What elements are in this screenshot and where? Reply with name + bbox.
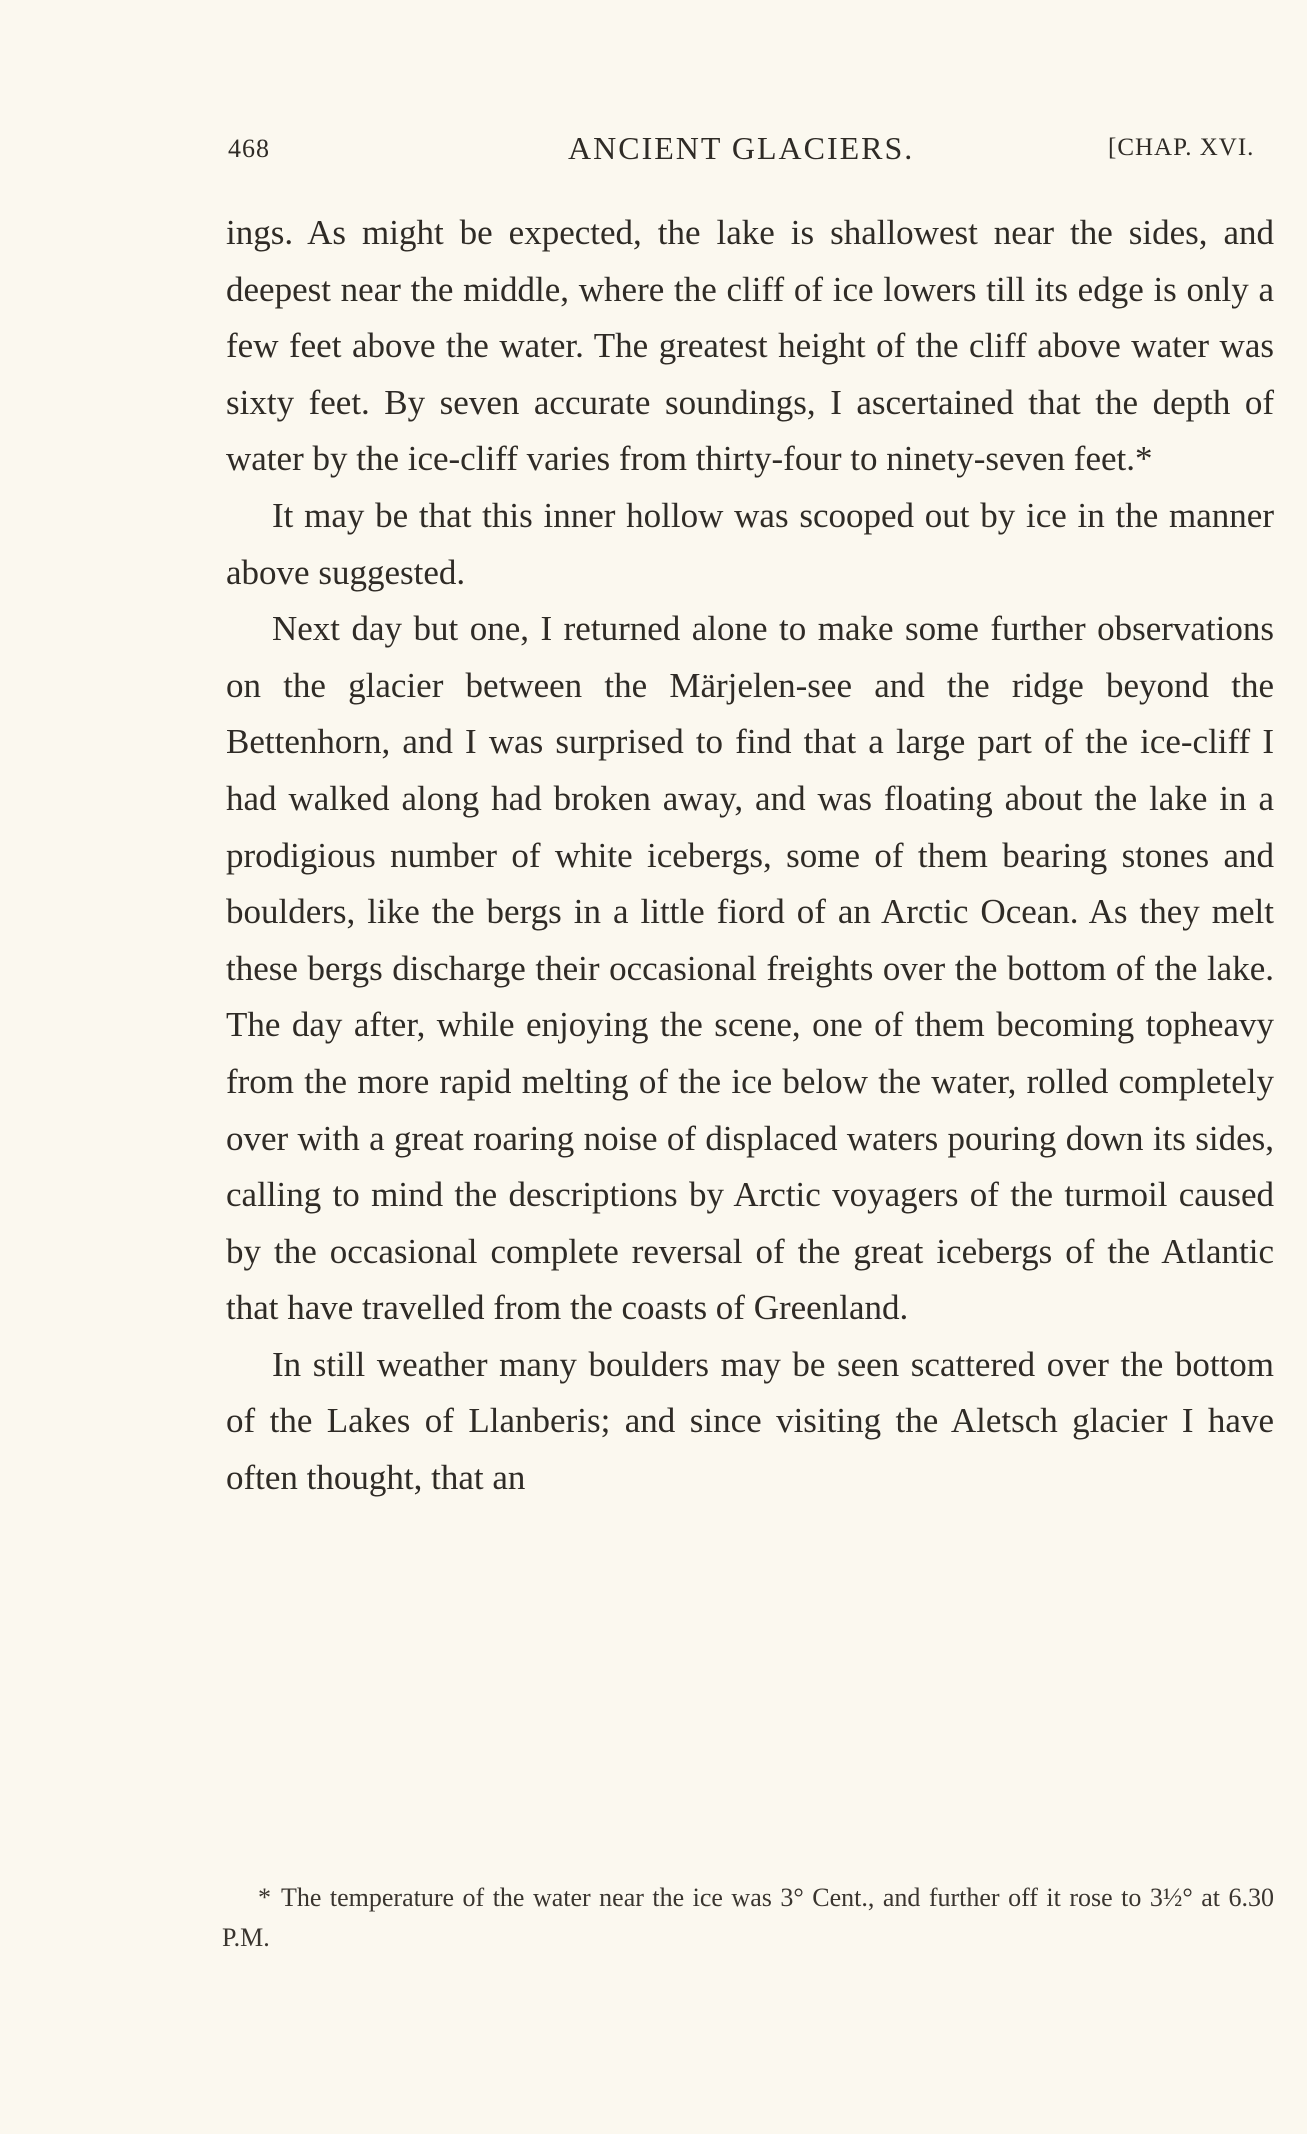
paragraph: In still weather many boulders may be seen scattered over the bottom of the Lakes of Llanberis; and since visiting the Aletsch glacier I have often thought, that an: [226, 1344, 1274, 1498]
chapter-reference: [CHAP. XVI.: [1108, 134, 1255, 161]
footnote: [222, 1878, 1274, 1958]
running-title: ANCIENT GLACIERS.: [568, 130, 915, 166]
paragraph: Next day but one, I returned alone to make some further observations on the glacier between the Märjelen-see and the ridge beyond the Bettenhorn, and I was surprised to find that a large part of the ice-cliff I had walked along had broken away, and was floating about the lake in a prodigious number of white icebergs, some of them bearing stones and boulders, like the bergs in a little fiord of an Arctic Ocean. As they melt these bergs discharge their occasional freights over the bottom of the lake. The day after, while enjoying the scene, one of them becoming topheavy from the more rapid melting of the ice below the water, rolled completely over with a great roaring noise of displaced waters pouring down its sides, calling to mind the descriptions by Arctic voyagers of the turmoil caused by the occasional complete reversal of the great icebergs of the Atlantic that have travelled from the coasts of Greenland.: [226, 609, 1274, 1328]
body-text: [226, 205, 1274, 1507]
paragraph-continued: ings. As might be expected, the lake is shallowest near the sides, and deepest near the middle, where the cliff of ice lowers till its edge is only a few feet above the water. The greatest height of the cliff above water was sixty feet. By seven accurate soundings, I ascertained that the depth of water by the ice-cliff varies from thirty-four to ninety-seven feet.*: [226, 213, 1274, 479]
footnote-mark: *: [258, 1883, 271, 1912]
paragraph: It may be that this inner hollow was scooped out by ice in the manner above suggested.: [226, 495, 1274, 592]
running-head: [228, 130, 1278, 174]
page-number: 468: [228, 134, 270, 163]
footnote-text: The temperature of the water near the ice was 3° Cent., and further off it rose to 3½° at 6.30 P.M.: [222, 1883, 1274, 1952]
